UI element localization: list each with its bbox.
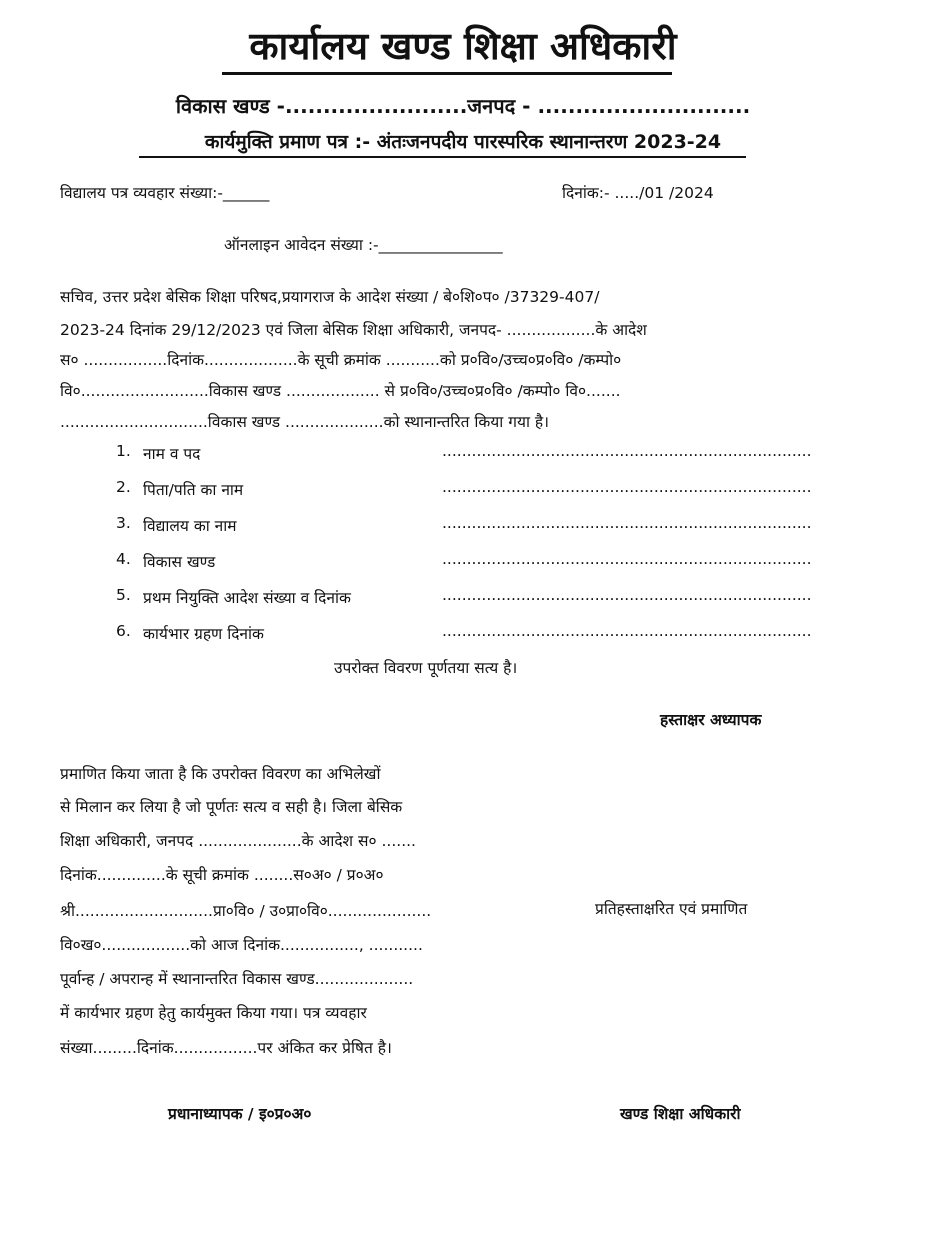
list-label: विकास खण्ड xyxy=(143,553,216,571)
certification-line: पूर्वान्ह / अपरान्ह में स्थानान्तरित विकास खण्ड.................... xyxy=(60,970,414,988)
list-number: 4. xyxy=(116,550,131,568)
paragraph-line: 2023-24 दिनांक 29/12/2023 एवं जिला बेसिक शिक्षा अधिकारी, जनपद- ..................के आदेश xyxy=(60,321,647,339)
paragraph-line: सचिव, उत्तर प्रदेश बेसिक शिक्षा परिषद,प्रयागराज के आदेश संख्या / बे०शि०प० /37329-407/ xyxy=(60,288,600,306)
list-number: 3. xyxy=(116,514,131,532)
certification-line: से मिलान कर लिया है जो पूर्णतः सत्य व सही है। जिला बेसिक xyxy=(60,798,403,816)
office-title: कार्यालय खण्ड शिक्षा अधिकारी xyxy=(249,24,677,68)
fill-blank: ........................................................................... xyxy=(442,478,812,496)
certification-line: दिनांक..............के सूची क्रमांक ........स०अ० / प्र०अ० xyxy=(60,866,384,884)
fill-blank: ........................................................................... xyxy=(442,550,812,568)
headmaster-signature-label: प्रधानाध्यापक / इ०प्र०अ० xyxy=(168,1105,312,1123)
fill-blank: ........................................................................... xyxy=(442,586,812,604)
list-number: 6. xyxy=(116,622,131,640)
fill-blank: ........................................................................... xyxy=(442,622,812,640)
fill-blank: ........................................................................... xyxy=(442,514,812,532)
paragraph-line: स० .................दिनांक...................के सूची क्रमांक ...........को प्र०वि०/उच्च०प्र०वि० /कम्पो० xyxy=(60,351,622,369)
list-label: पिता/पति का नाम xyxy=(143,481,244,499)
countersign-label: प्रतिहस्ताक्षरित एवं प्रमाणित xyxy=(595,900,748,918)
teacher-signature-label: हस्ताक्षर अध्यापक xyxy=(660,711,762,729)
certification-line: में कार्यभार ग्रहण हेतु कार्यमुक्त किया गया। पत्र व्यवहार xyxy=(60,1004,367,1022)
declaration-text: उपरोक्त विवरण पूर्णतया सत्य है। xyxy=(334,659,518,677)
list-number: 1. xyxy=(116,442,131,460)
list-label: विद्यालय का नाम xyxy=(143,517,237,535)
certification-line: संख्या.........दिनांक.................पर अंकित कर प्रेषित है। xyxy=(60,1039,392,1057)
fill-blank: ........................................................................... xyxy=(442,442,812,460)
online-application-number: ऑनलाइन आवेदन संख्या :-________________ xyxy=(224,236,503,254)
title-underline xyxy=(222,72,672,75)
date-field: दिनांक:- ...../01 /2024 xyxy=(562,184,714,202)
list-label: कार्यभार ग्रहण दिनांक xyxy=(143,625,264,643)
list-label: नाम व पद xyxy=(143,445,201,463)
certification-line: प्रमाणित किया जाता है कि उपरोक्त विवरण का अभिलेखों xyxy=(60,765,381,783)
subject-underline xyxy=(139,156,746,158)
list-label: प्रथम नियुक्ति आदेश संख्या व दिनांक xyxy=(143,589,351,607)
certification-line: श्री............................प्रा०वि० / उ०प्रा०वि०..................... xyxy=(60,902,432,920)
school-letter-number: विद्यालय पत्र व्यवहार संख्या:-______ xyxy=(60,184,270,202)
block-district-line: विकास खण्ड -........................जनपद - ............................ xyxy=(175,94,751,118)
certification-line: शिक्षा अधिकारी, जनपद .....................के आदेश स० ....... xyxy=(60,832,416,850)
certificate-subject: कार्यमुक्ति प्रमाण पत्र :- अंतःजनपदीय पारस्परिक स्थानान्तरण 2023-24 xyxy=(204,131,722,153)
paragraph-line: ..............................विकास खण्ड ....................को स्थानान्तरित किया गया है। xyxy=(60,413,550,431)
certification-line: वि०ख०..................को आज दिनांक................, ........... xyxy=(60,936,423,954)
beo-signature-label: खण्ड शिक्षा अधिकारी xyxy=(620,1105,741,1123)
paragraph-line: वि०..........................विकास खण्ड ................... से प्र०वि०/उच्च०प्र०वि० /कम्पो० वि०....... xyxy=(60,382,621,400)
list-number: 2. xyxy=(116,478,131,496)
list-number: 5. xyxy=(116,586,131,604)
